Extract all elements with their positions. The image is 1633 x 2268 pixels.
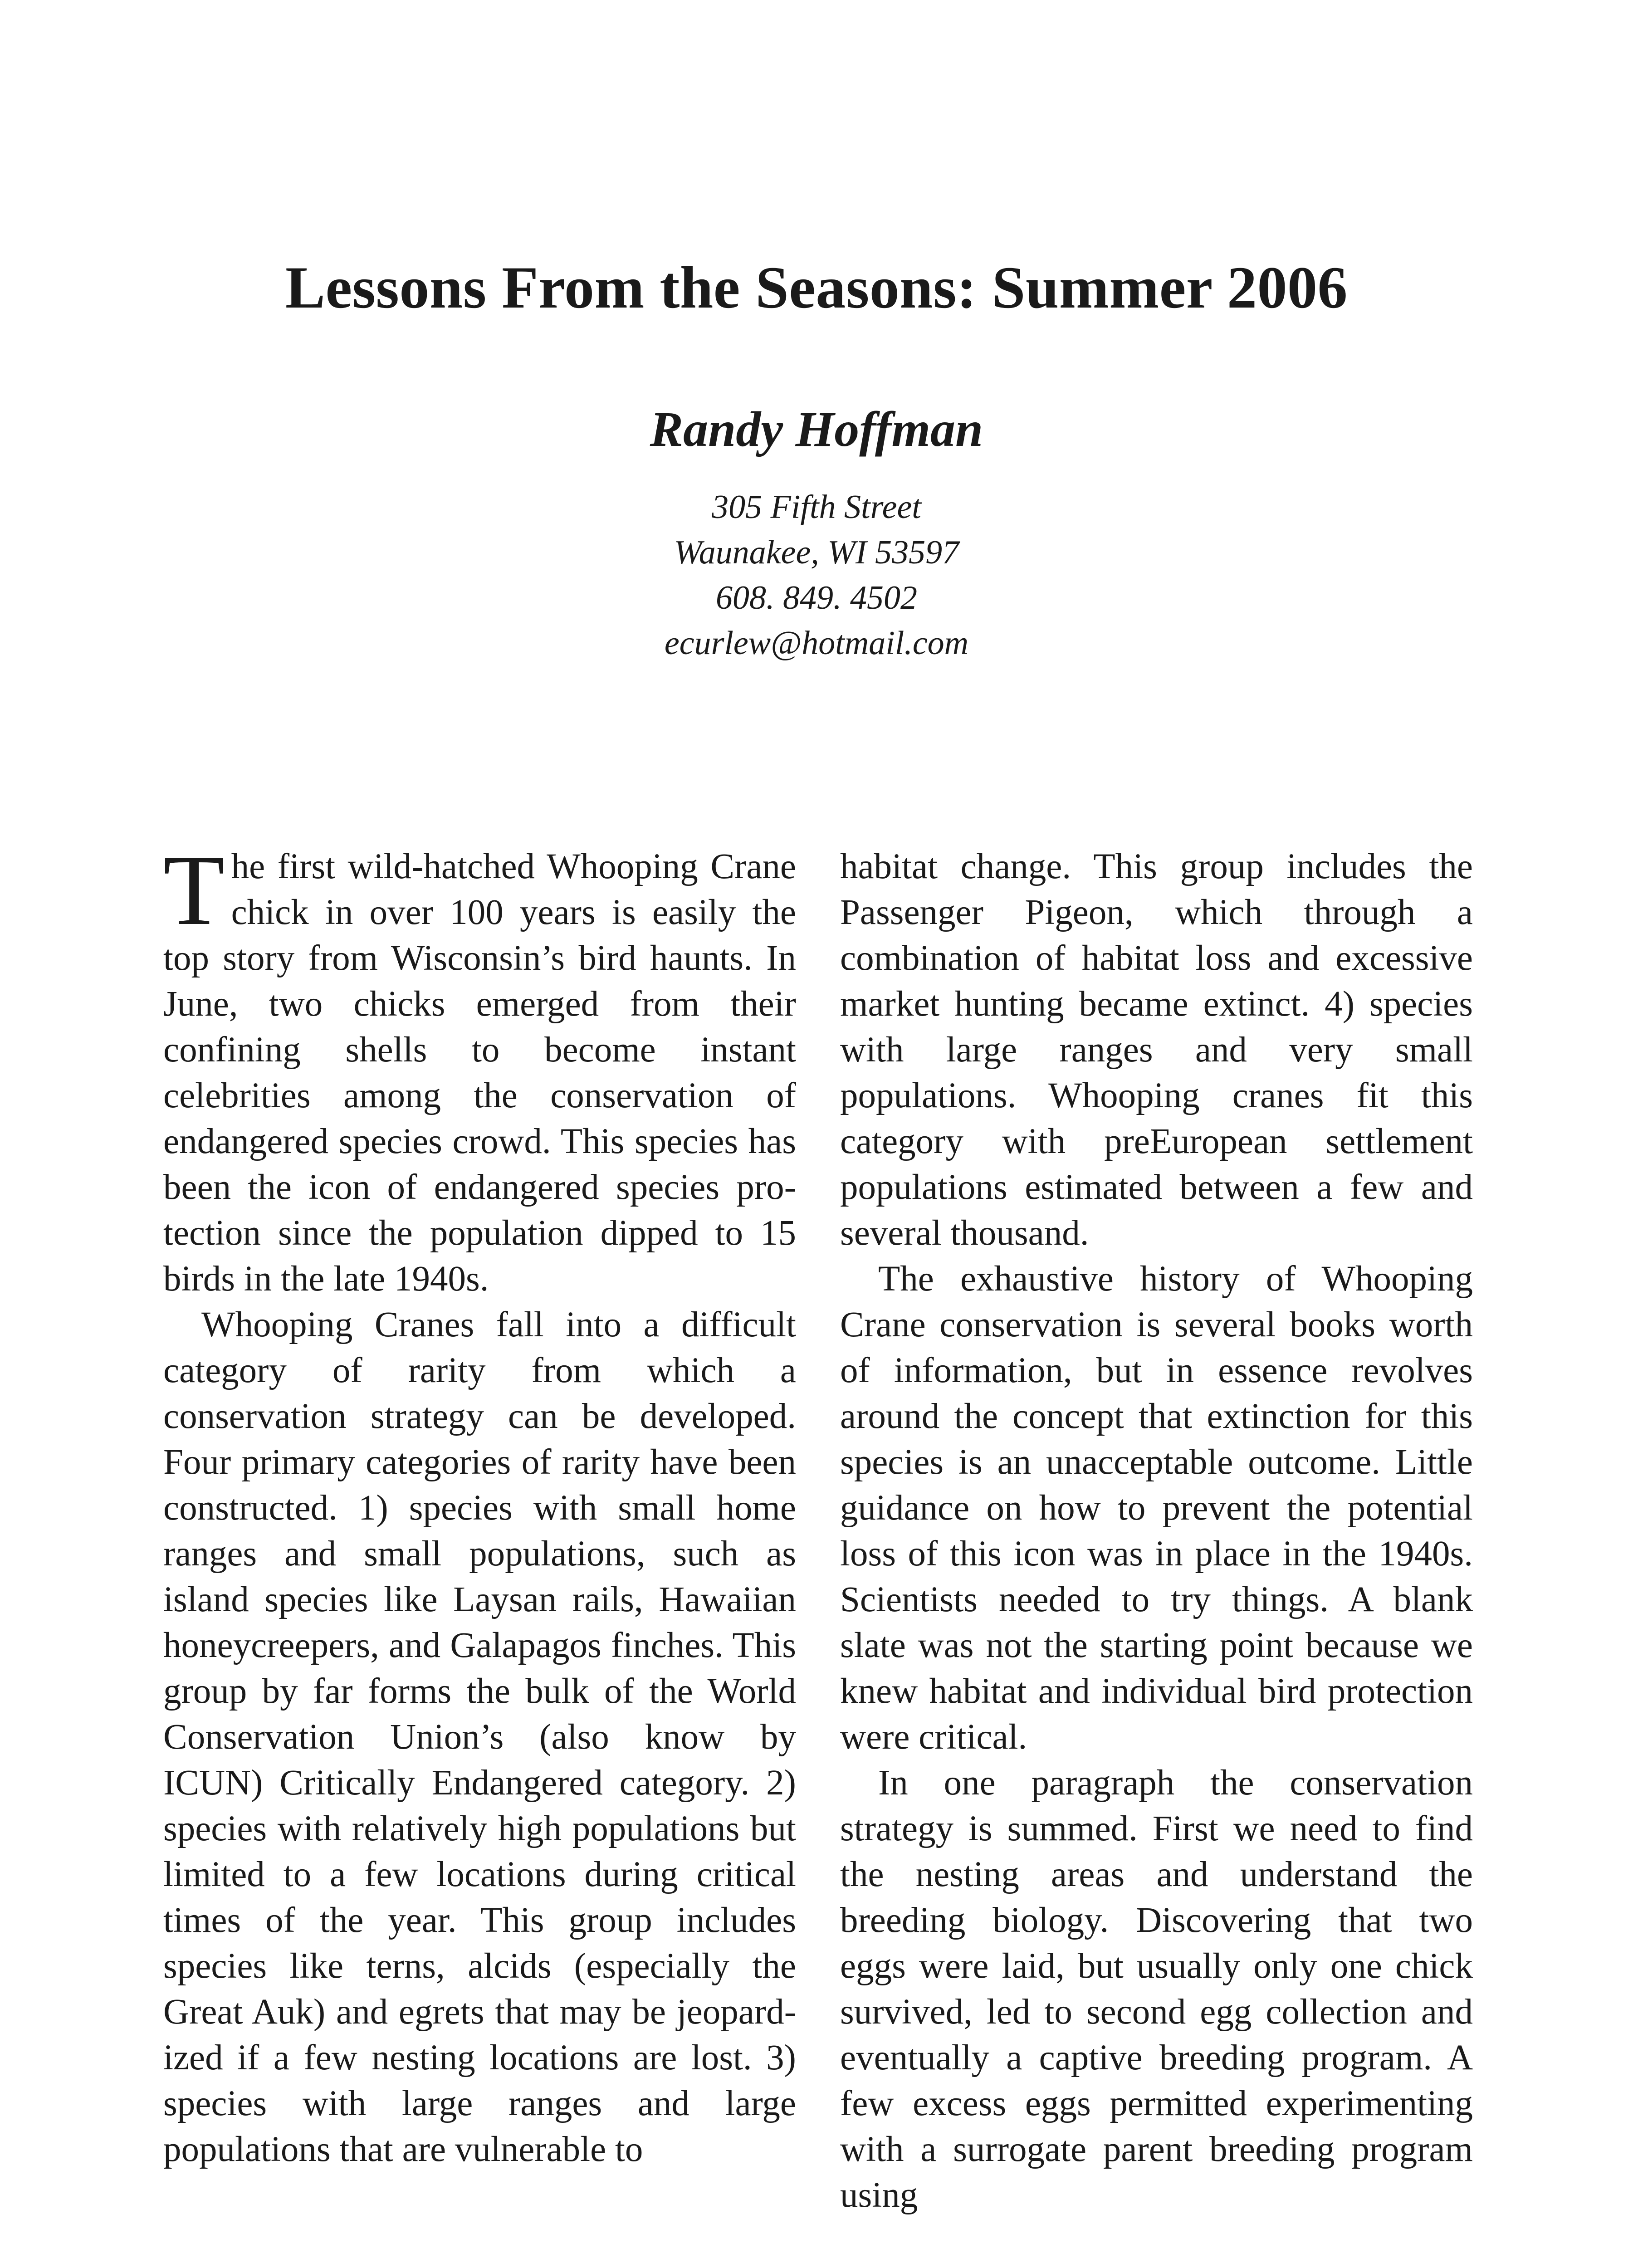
address-email: ecurlew@hotmail.com [664,625,969,662]
body-paragraph-continued: habitat change. This group includes the Passenger Pigeon, which through a combination of habitat loss and excessive market hunting became extinct. 4) species with large ranges and very small populations. Whooping cranes fit this category with preEuropean settlement populations estimated between a few and several thousand. [840,847,1473,1253]
article-title: Lessons From the Seasons: Summer 2006 [285,254,1348,321]
address-phone: 608. 849. 4502 [716,579,917,616]
author-name: Randy Hoffman [650,401,983,457]
right-column [840,844,1473,2268]
body-paragraph-3: The exhaustive history of Whooping Crane conservation is several books worth of information, but in essence revolves around the concept that extinction for this species is an unacceptable outcome. Little guidance on how to prevent the potential loss of this icon was in place in the 1940s. Scientists needed to try things. A blank slate was not the starting point because we knew habitat and individual bird protection were critical. [840,1259,1473,1757]
left-column [163,844,796,2268]
address-city: Waunakee, WI 53597 [674,534,959,571]
body-paragraph-2: Whooping Cranes fall into a difficult category of rarity from which a conservation strategy can be developed. Four primary categories of rarity have been constructed. 1) species with small home ranges and small populations, such as island species like Laysan rails, Hawaiian honeycreepers, and Galapagos finches. This group by far forms the bulk of the World Conservation Union’s (also know by ICUN) Critically Endangered category. 2) species with relatively high populations but limited to a few locations during critical times of the year. This group includes species like terns, alcids (especially the Great Auk) and egrets that may be jeopardized if a few nesting locations are lost. 3) species with large ranges and large populations that are vulnerable to [163,1305,796,2169]
body-paragraph-4: In one paragraph the conservation strategy is summed. First we need to find the nesting areas and understand the breeding biology. Discovering that two eggs were laid, but usually only one chick survived, led to second egg collection and eventually a captive breeding program. A few excess eggs permitted experimenting with a surrogate parent breeding program using [840,1763,1473,2215]
drop-cap: T [163,844,225,946]
author-address [454,484,1179,666]
body-paragraph-1-text: he first wild-hatched Whooping Crane chick in over 100 years is easily the top story from Wisconsin’s bird haunts. In June, two chicks emerged from their confining shells to become instant celebrities among the conservation of endangered species crowd. This species has been the icon of endangered species protection since the population dipped to 15 birds in the late 1940s. [163,847,796,1299]
body-paragraph-1 [163,844,796,1302]
address-street: 305 Fifth Street [712,489,921,526]
